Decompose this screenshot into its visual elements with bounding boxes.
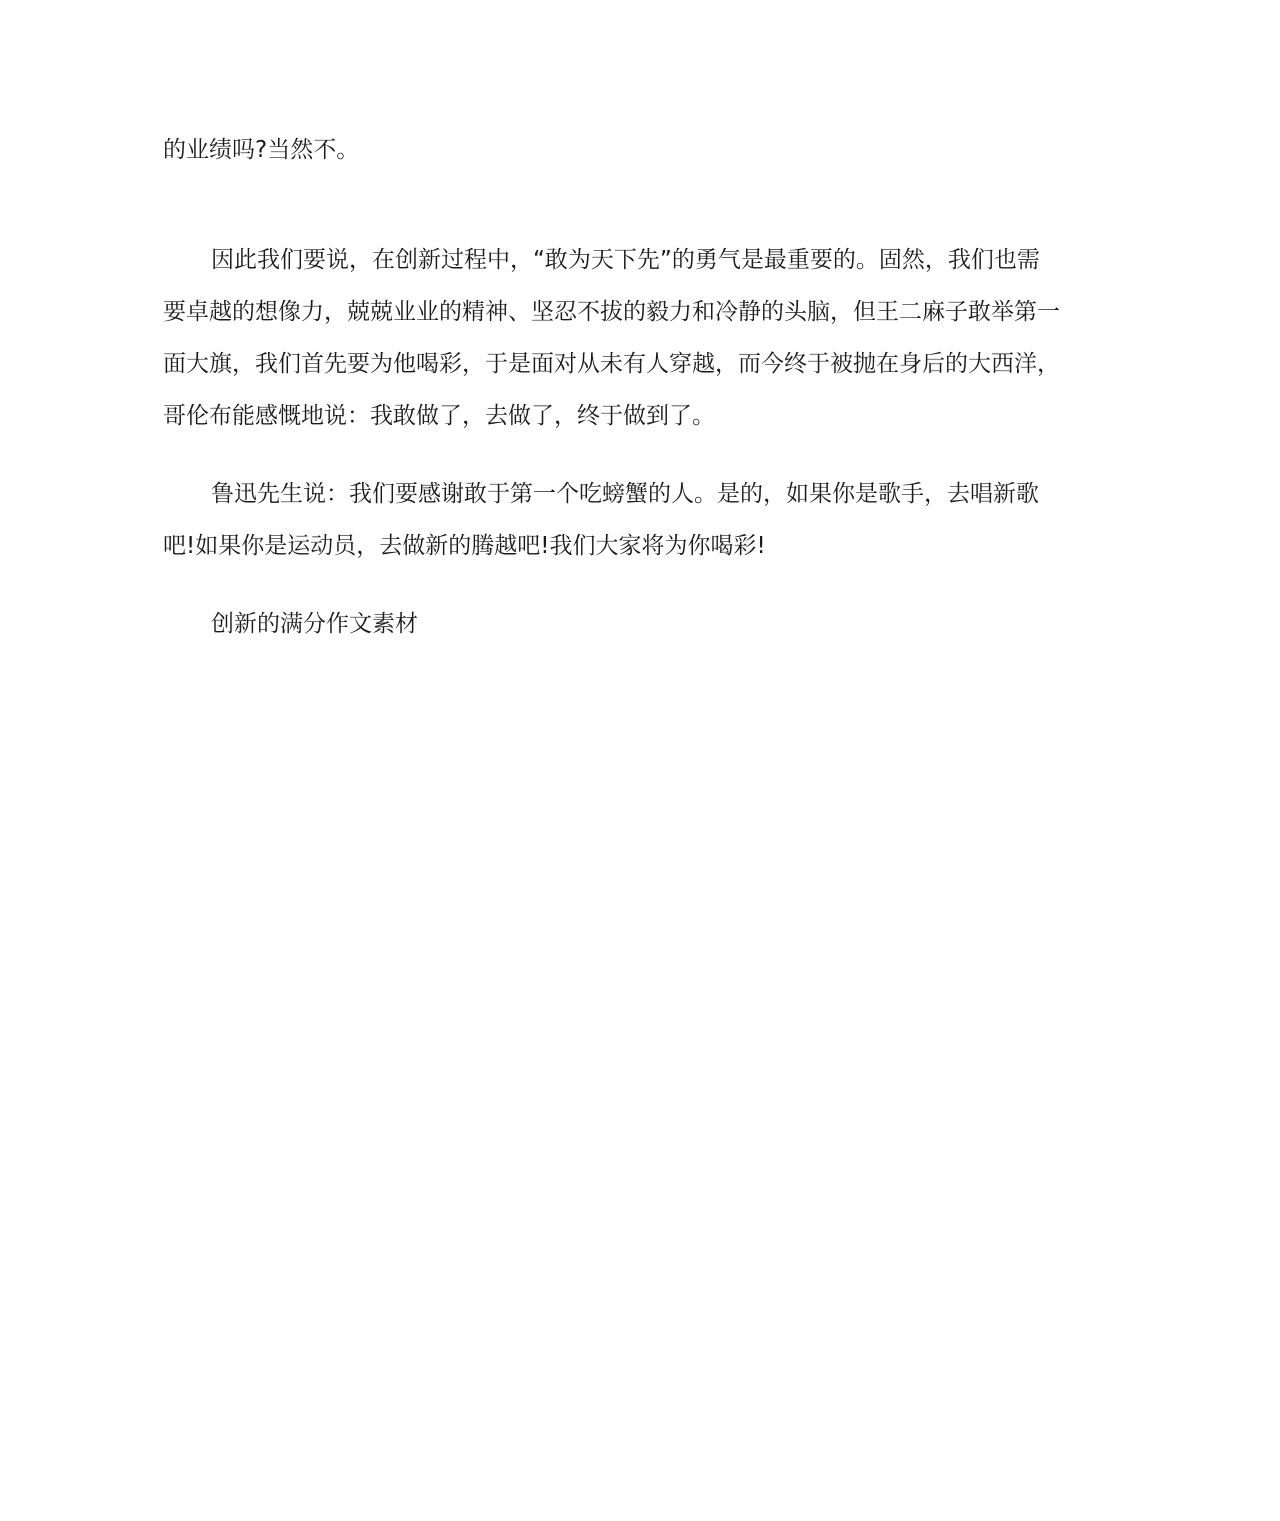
paragraph-2	[163, 234, 1118, 442]
text-line: 创新的满分作文素材	[211, 611, 418, 637]
paragraph-1	[163, 124, 1118, 176]
text-line: 的业绩吗?当然不。	[163, 137, 360, 163]
document-body	[163, 124, 1118, 650]
text-line: 面大旗，我们首先要为他喝彩，于是面对从未有人穿越，而今终于被抛在身后的大西洋，	[163, 351, 1060, 377]
text-line: 鲁迅先生说：我们要感谢敢于第一个吃螃蟹的人。是的，如果你是歌手，去唱新歌	[211, 481, 1039, 507]
text-line: 要卓越的想像力，兢兢业业的精神、坚忍不拔的毅力和冷静的头脑，但王二麻子敢举第一	[163, 299, 1060, 325]
paragraph-3	[163, 468, 1118, 572]
text-line: 因此我们要说，在创新过程中，“敢为天下先”的勇气是最重要的。固然，我们也需	[211, 247, 1040, 273]
section-heading	[163, 598, 1118, 650]
text-line: 哥伦布能感慨地说：我敢做了，去做了，终于做到了。	[163, 403, 715, 429]
text-line: 吧!如果你是运动员，去做新的腾越吧!我们大家将为你喝彩!	[163, 533, 766, 559]
